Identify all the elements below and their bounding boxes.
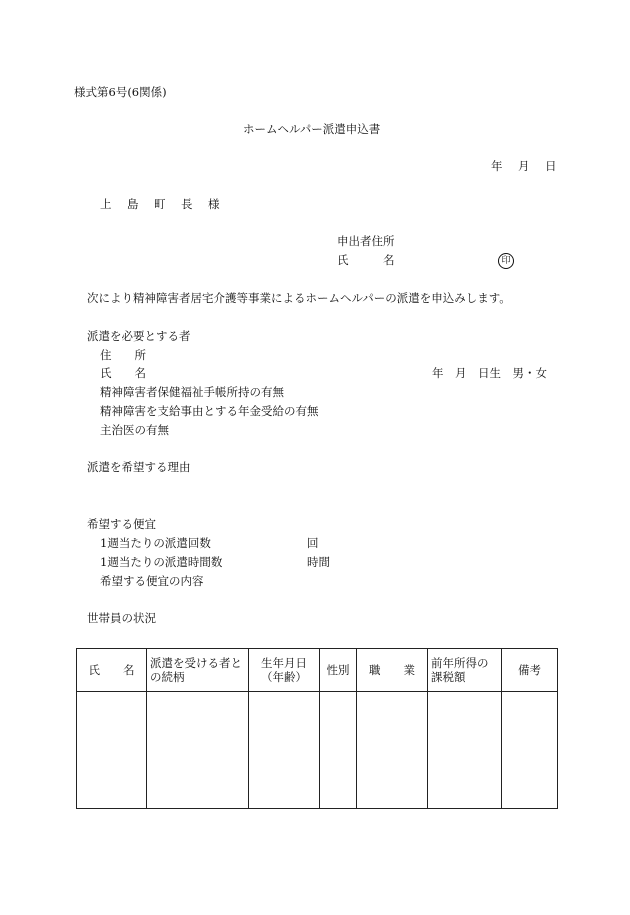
recipient-item: 主治医の有無	[100, 423, 169, 437]
birth-sex-line: 年 月 日生 男・女	[432, 366, 547, 380]
intro-text: 次により精神障害者居宅介護等事業によるホームヘルパーの派遣を申込みします。	[87, 291, 511, 305]
seal-mark: 印	[498, 253, 514, 269]
weekly-count-unit: 回	[307, 536, 319, 550]
form-title: ホームヘルパー派遣申込書	[243, 122, 381, 136]
cell-relation[interactable]	[147, 692, 249, 809]
convenience-content-label: 希望する便宜の内容	[100, 574, 204, 588]
recipient-heading: 派遣を必要とする者	[87, 329, 191, 343]
col-name-header: 氏 名	[77, 649, 147, 692]
table-row	[77, 692, 558, 809]
addressee: 上 島 町 長 様	[100, 197, 222, 211]
cell-tax[interactable]	[428, 692, 502, 809]
applicant-name-label: 氏 名	[337, 253, 395, 267]
weekly-hours-unit: 時間	[307, 555, 330, 569]
weekly-hours-label: 1週当たりの派遣時間数	[100, 555, 223, 569]
convenience-heading: 希望する便宜	[87, 517, 156, 531]
cell-remarks[interactable]	[502, 692, 558, 809]
household-header-row	[77, 649, 558, 692]
weekly-count-label: 1週当たりの派遣回数	[100, 536, 211, 550]
recipient-item: 精神障害者保健福祉手帳所持の有無	[100, 385, 284, 399]
col-occupation-header: 職 業	[357, 649, 428, 692]
col-remarks-header: 備考	[502, 649, 558, 692]
recipient-address-label: 住 所	[100, 348, 146, 362]
reason-heading: 派遣を希望する理由	[87, 460, 191, 474]
cell-birthdate[interactable]	[249, 692, 320, 809]
applicant-address-label: 申出者住所	[337, 234, 395, 248]
col-sex-header: 性別	[320, 649, 357, 692]
cell-sex[interactable]	[320, 692, 357, 809]
date-line: 年 月 日	[491, 159, 559, 173]
col-birthdate-header: 生年月日（年齢）	[249, 649, 320, 692]
form-number: 様式第6号(6関係)	[74, 85, 167, 99]
col-relation-header: 派遣を受ける者との続柄	[147, 649, 249, 692]
col-tax-header: 前年所得の課税額	[428, 649, 502, 692]
cell-occupation[interactable]	[357, 692, 428, 809]
recipient-item: 精神障害を支給事由とする年金受給の有無	[100, 404, 319, 418]
household-heading: 世帯員の状況	[87, 611, 156, 625]
recipient-name-label: 氏 名	[100, 366, 146, 380]
household-table	[76, 648, 558, 809]
cell-name[interactable]	[77, 692, 147, 809]
